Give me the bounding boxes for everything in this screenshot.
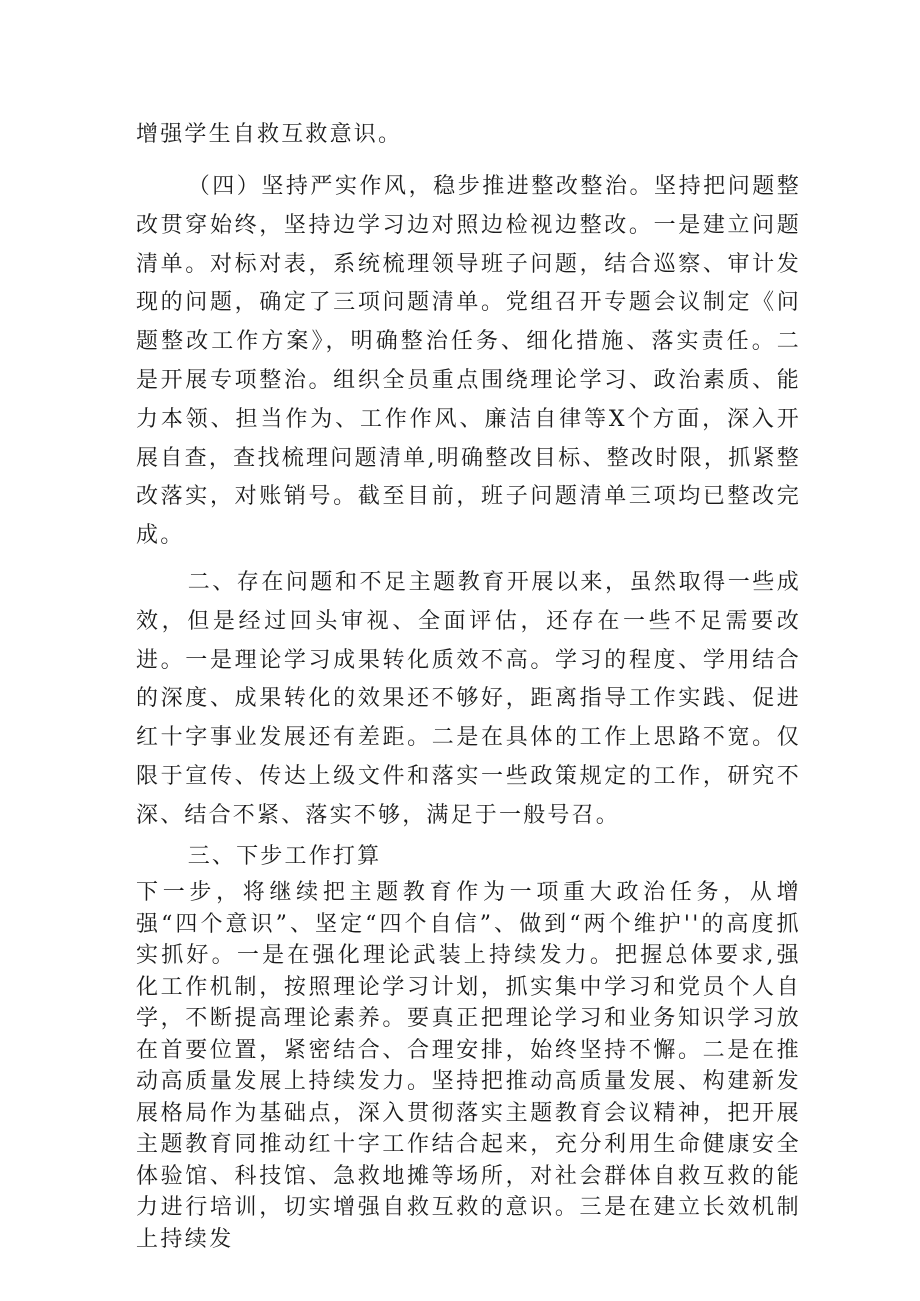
section-heading-next-steps: 三、下步工作打算 — [187, 844, 382, 869]
paragraph-problems: 二、存在问题和不足主题教育开展以来，虽然取得一些成效，但是经过回头审视、全面评估，还存在一些不足需要改进。一是理论学习成果转化质效不高。学习的程度、学用结合的深度、成果转化的效果还不够好，距离指导工作实践、促进红十字事业发展还有差距。二是在具体的工作上思路不宽。仅限于宣传、传达上级文件和落实一些政策规定的工作，研究不深、结合不紧、落实不够，满足于一般号召。 — [136, 570, 801, 828]
paragraph-continuation: 增强学生自救互救意识。 — [136, 122, 403, 147]
paragraph-rectification: （四）坚持严实作风，稳步推进整改整治。坚持把问题整改贯穿始终，坚持边学习边对照边检视边整改。一是建立问题清单。对标对表，系统梳理领导班子问题，结合巡察、审计发现的问题，确定了三项问题清单。党组召开专题会议制定《问题整改工作方案》，明确整治任务、细化措施、落实责任。二是开展专项整治。组织全员重点围绕理论学习、政治素质、能力本领、担当作为、工作作风、廉洁自律等X个方面，深入开展自查，查找梳理问题清单,明确整改目标、整改时限，抓紧整改落实，对账销号。截至目前，班子问题清单三项均已整改完成。 — [136, 174, 801, 549]
paragraph-next-steps: 下一步，将继续把主题教育作为一项重大政治任务，从增强“四个意识”、坚定“四个自信”、做到“两个维护''的高度抓实抓好。一是在强化理论武装上持续发力。把握总体要求,强化工作机制，按照理论学习计划，抓实集中学习和党员个人自学，不断提高理论素养。要真正把理论学习和业务知识学习放在首要位置，紧密结合、合理安排，始终坚持不懈。二是在推动高质量发展上持续发力。坚持把推动高质量发展、构建新发展格局作为基础点，深入贯彻落实主题教育会议精神，把开展主题教育同推动红十字工作结合起来，充分利用生命健康安全体验馆、科技馆、急救地摊等场所，对社会群体自救互救的能力进行培训，切实增强自救互救的意识。三是在建立长效机制上持续发 — [136, 880, 801, 1252]
